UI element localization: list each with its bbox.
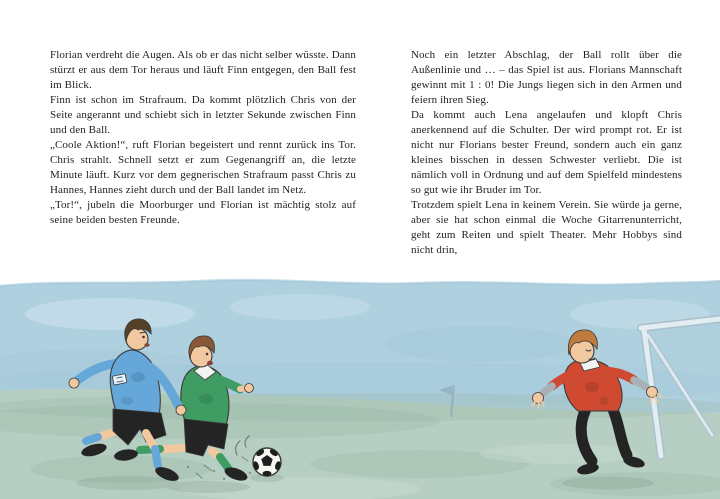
illustration-soccer-scene xyxy=(0,259,720,499)
paragraph: „Tor!“, jubeln die Moorburger und Florian ist mächtig stolz auf seine beiden besten Freunde. xyxy=(50,199,356,226)
left-page-text xyxy=(50,48,356,228)
paragraph: Florian verdreht die Augen. Als ob er das nicht selber wüsste. Dann stürzt er aus dem Tor heraus und läuft Finn entgegen, den Ball fest im Blick. xyxy=(50,49,356,91)
paragraph: Da kommt auch Lena angelaufen und klopft Chris anerkennend auf die Schulter. Der wird prompt rot. Er ist nicht nur Florians bester Freund, sondern auch ein ganz kleines bisschen in dessen Schwester verliebt. Die ist nämlich voll in Ordnung und auf dem Spielfeld mindestens so gut wie ihr Bruder im Tor. xyxy=(411,109,682,196)
paragraph: Noch ein letzter Abschlag, der Ball rollt über die Außenlinie und … – das Spiel ist aus. Florians Mannschaft gewinnt mit 1 : 0! Die Jungs liegen sich in den Armen und feiern ihren Sieg. xyxy=(411,49,682,106)
paragraph: Trotzdem spielt Lena in keinem Verein. Sie würde ja gerne, aber sie hat schon einmal die Woche Gitarrenunterricht, geht zum Reiten und spielt Theater. Mehr Hobbys sind nicht drin, xyxy=(411,199,682,256)
paragraph: „Coole Aktion!“, ruft Florian begeistert und rennt zurück ins Tor. Chris strahlt. Schnell setzt er zum Gegenangriff an, die letzte Minute läuft. Kurz vor dem gegnerischen Strafraum passt Chris zu Hannes, Hannes zieht durch und der Ball landet im Netz. xyxy=(50,139,356,196)
right-page-text xyxy=(411,48,682,258)
paragraph: Finn ist schon im Strafraum. Da kommt plötzlich Chris von der Seite angerannt und schiebt sich in letzter Sekunde zwischen Finn und den Ball. xyxy=(50,94,356,136)
